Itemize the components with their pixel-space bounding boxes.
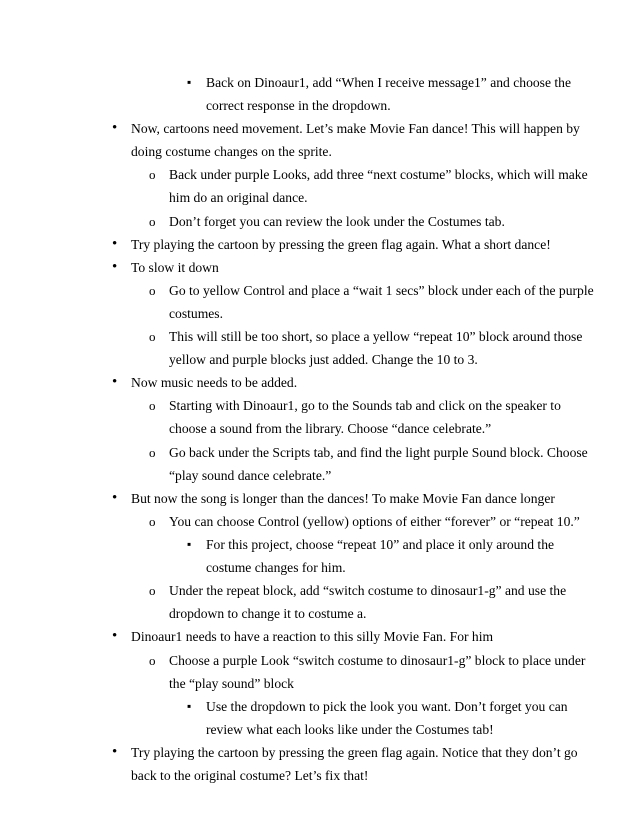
bullet-circle-icon: o <box>149 167 156 183</box>
list-item-line: review what each looks like under the Costumes tab! <box>206 721 494 737</box>
list-item-line: Back on Dinoaur1, add “When I receive message1” and choose the <box>206 75 571 90</box>
list-item-line: him do an original dance. <box>169 190 308 206</box>
list-item-line: yellow and purple blocks just added. Change the 10 to 3. <box>169 352 478 368</box>
list-item-line: costume changes for him. <box>206 560 346 576</box>
bullet-circle-icon: o <box>149 444 156 460</box>
list-item <box>131 745 578 791</box>
list-item <box>169 167 588 213</box>
bullet-circle-icon: o <box>149 213 156 229</box>
bullet-square-icon: ▪ <box>187 698 192 713</box>
bullet-disc-icon: • <box>112 235 118 252</box>
list-item-line: Dinoaur1 needs to have a reaction to this silly Movie Fan. For him <box>131 629 494 645</box>
list-item <box>131 260 219 283</box>
bullet-square-icon: ▪ <box>187 75 192 89</box>
list-item-line: Don’t forget you can review the look under the Costumes tab. <box>169 213 505 229</box>
list-item <box>131 237 551 260</box>
list-item-line: This will still be too short, so place a yellow “repeat 10” block around those <box>169 329 583 345</box>
list-item <box>131 121 580 167</box>
bullet-disc-icon: • <box>112 120 118 137</box>
list-item <box>169 329 582 375</box>
bullet-circle-icon: o <box>149 513 156 529</box>
list-item-line: Under the repeat block, add “switch costume to dinosaur1-g” and use the <box>169 583 567 599</box>
list-item <box>169 445 588 491</box>
list-item-line: Go to yellow Control and place a “wait 1 secs” block under each of the purple <box>169 282 594 298</box>
list-item-line: To slow it down <box>131 259 219 275</box>
list-item <box>131 375 297 398</box>
list-item <box>169 653 585 699</box>
list-item-line: “play sound dance celebrate.” <box>169 467 332 483</box>
list-item-line: Try playing the cartoon by pressing the green flag again. Notice that they don’t go <box>131 744 578 760</box>
bullet-disc-icon: • <box>112 489 118 506</box>
list-item-line: Starting with Dinoaur1, go to the Sounds tab and click on the speaker to <box>169 398 561 414</box>
list-item <box>206 75 571 121</box>
list-item-line: Now, cartoons need movement. Let’s make Movie Fan dance! This will happen by <box>131 121 580 137</box>
list-item-line: back to the original costume? Let’s fix that! <box>131 767 369 783</box>
list-item-line: the “play sound” block <box>169 675 294 691</box>
list-item-line: Try playing the cartoon by pressing the green flag again. What a short dance! <box>131 236 551 252</box>
list-item <box>131 629 493 652</box>
list-item <box>169 514 580 537</box>
list-item-line: costumes. <box>169 305 223 321</box>
bullet-circle-icon: o <box>149 398 156 414</box>
list-item-line: You can choose Control (yellow) options of either “forever” or “repeat 10.” <box>169 513 580 529</box>
list-item <box>169 398 561 444</box>
bullet-disc-icon: • <box>112 628 118 645</box>
list-item <box>206 537 554 583</box>
bullet-disc-icon: • <box>112 258 118 275</box>
list-item-line: choose a sound from the library. Choose “dance celebrate.” <box>169 421 492 437</box>
list-item <box>169 283 594 329</box>
bullet-circle-icon: o <box>149 329 156 345</box>
list-item <box>206 699 568 745</box>
list-item <box>169 583 566 629</box>
list-item-line: Use the dropdown to pick the look you want. Don’t forget you can <box>206 698 568 714</box>
list-item-line: Go back under the Scripts tab, and find the light purple Sound block. Choose <box>169 444 588 460</box>
bullet-square-icon: ▪ <box>187 537 192 551</box>
list-item-line: correct response in the dropdown. <box>206 98 391 114</box>
list-item-line: doing costume changes on the sprite. <box>131 144 332 160</box>
list-item-line: Back under purple Looks, add three “next costume” blocks, which will make <box>169 167 588 183</box>
bullet-circle-icon: o <box>149 652 156 668</box>
list-item-line: dropdown to change it to costume a. <box>169 606 367 622</box>
list-item <box>169 214 505 237</box>
list-item-line: But now the song is longer than the dances! To make Movie Fan dance longer <box>131 490 555 506</box>
bullet-disc-icon: • <box>112 374 118 391</box>
bullet-circle-icon: o <box>149 282 156 298</box>
bullet-disc-icon: • <box>112 743 118 760</box>
list-item <box>131 491 555 514</box>
bullet-circle-icon: o <box>149 583 156 599</box>
list-item-line: For this project, choose “repeat 10” and place it only around the <box>206 537 555 552</box>
list-item-line: Now music needs to be added. <box>131 375 298 391</box>
list-item-line: Choose a purple Look “switch costume to dinosaur1-g” block to place under <box>169 652 586 668</box>
